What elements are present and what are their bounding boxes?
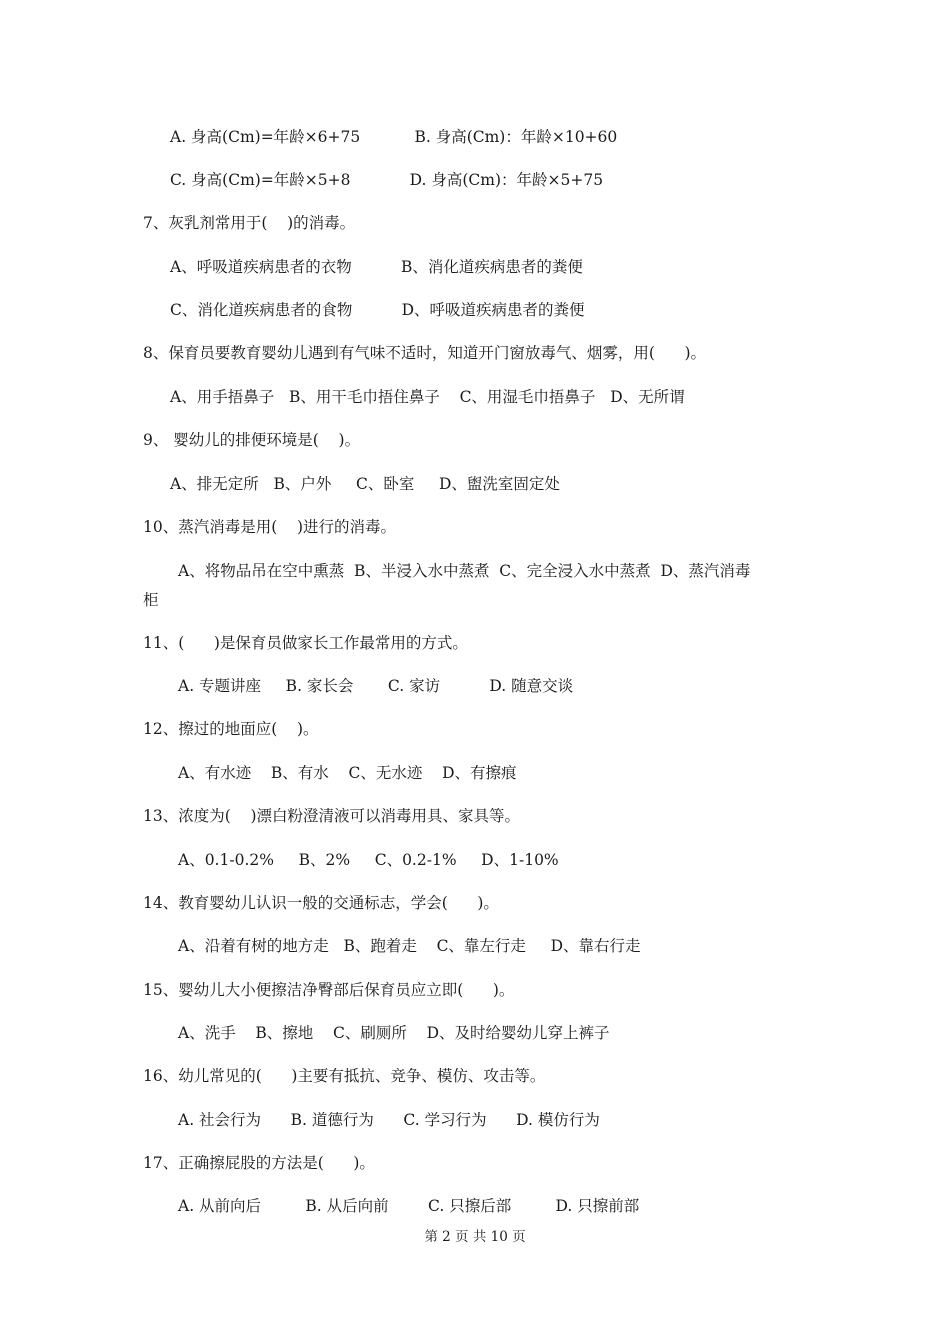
question-13: 13、浓度为( )漂白粉澄清液可以消毒用具、家具等。: [143, 807, 521, 825]
question-17: 17、正确擦屁股的方法是( )。: [143, 1154, 375, 1172]
option-line-16: A. 社会行为 B. 道德行为 C. 学习行为 D. 模仿行为: [178, 1111, 600, 1129]
page-footer: 第 2 页 共 10 页: [424, 1229, 526, 1245]
option-line-14: A、沿着有树的地方走 B、跑着走 C、靠左行走 D、靠右行走: [178, 937, 641, 955]
option-line-13: A、0.1-0.2% B、2% C、0.2-1% D、1-10%: [178, 851, 559, 869]
question-15: 15、婴幼儿大小便擦洁净臀部后保育员应立即( )。: [143, 981, 515, 999]
question-10: 10、蒸汽消毒是用( )进行的消毒。: [143, 518, 397, 536]
question-9: 9、 婴幼儿的排便环境是( )。: [143, 431, 361, 449]
question-12: 12、擦过的地面应( )。: [143, 720, 319, 738]
option-line-7-ab: A、呼吸道疾病患者的衣物 B、消化道疾病患者的粪便: [170, 258, 583, 276]
question-8: 8、保育员要教育婴幼儿遇到有气味不适时，知道开门窗放毒气、烟雾，用( )。: [143, 344, 707, 362]
option-line-10: A、将物品吊在空中熏蒸 B、半浸入水中蒸煮 C、完全浸入水中蒸煮 D、蒸汽消毒: [178, 562, 751, 580]
option-line-9: A、排无定所 B、户外 C、卧室 D、盥洗室固定处: [170, 475, 560, 493]
option-line-6-ab: A. 身高(Cm)=年龄×6+75 B. 身高(Cm)：年龄×10+60: [170, 128, 618, 146]
option-line-10-cont: 柜: [143, 591, 159, 609]
question-11: 11、( )是保育员做家长工作最常用的方式。: [143, 634, 468, 652]
option-line-15: A、洗手 B、擦地 C、刷厕所 D、及时给婴幼儿穿上裤子: [178, 1024, 610, 1042]
option-line-12: A、有水迹 B、有水 C、无水迹 D、有擦痕: [178, 764, 517, 782]
question-7: 7、灰乳剂常用于( )的消毒。: [143, 214, 356, 232]
option-line-11: A. 专题讲座 B. 家长会 C. 家访 D. 随意交谈: [178, 677, 574, 695]
option-line-8: A、用手捂鼻子 B、用干毛巾捂住鼻子 C、用湿毛巾捂鼻子 D、无所谓: [170, 388, 685, 406]
option-line-6-cd: C. 身高(Cm)=年龄×5+8 D. 身高(Cm)：年龄×5+75: [170, 171, 604, 189]
question-14: 14、教育婴幼儿认识一般的交通标志，学会( )。: [143, 894, 499, 912]
option-line-17: A. 从前向后 B. 从后向前 C. 只擦后部 D. 只擦前部: [178, 1197, 640, 1215]
option-line-7-cd: C、消化道疾病患者的食物 D、呼吸道疾病患者的粪便: [170, 301, 585, 319]
question-16: 16、幼儿常见的( )主要有抵抗、竞争、模仿、攻击等。: [143, 1067, 546, 1085]
